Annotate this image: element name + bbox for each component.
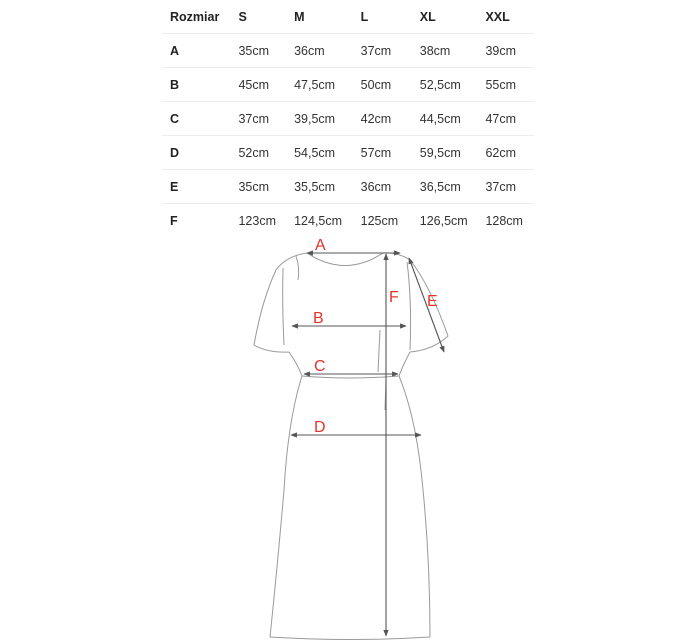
- hemline: [270, 637, 430, 640]
- size-chart-table: [162, 0, 534, 237]
- right-bodice-side: [399, 352, 410, 376]
- left-bodice-side: [289, 352, 302, 376]
- measurement-label-c: C: [314, 358, 326, 375]
- header-size-m: M: [286, 0, 353, 34]
- table-cell: 35cm: [230, 34, 286, 68]
- row-label: F: [170, 213, 178, 228]
- measurement-label-f: F: [389, 289, 399, 306]
- table-cell: 37cm: [477, 170, 534, 204]
- table-cell: 124,5cm: [294, 213, 343, 228]
- header-size-s: S: [230, 0, 286, 34]
- row-label: E: [162, 170, 230, 204]
- table-cell: 47,5cm: [286, 68, 353, 102]
- table-cell: 52,5cm: [412, 68, 478, 102]
- table-cell: 35,5cm: [286, 170, 353, 204]
- measurement-label-b: B: [313, 310, 324, 327]
- table-cell: 126,5cm: [419, 213, 468, 228]
- row-label: B: [162, 68, 230, 102]
- table-cell: 36cm: [353, 170, 412, 204]
- right-skirt-side: [399, 376, 430, 637]
- table-cell: 45cm: [230, 68, 286, 102]
- left-sleeve: [254, 253, 307, 352]
- row-label: A: [162, 34, 230, 68]
- left-skirt-side: [270, 376, 302, 637]
- table-cell: 44,5cm: [412, 102, 478, 136]
- table-row-a: [162, 34, 534, 68]
- table-cell: 59,5cm: [412, 136, 478, 170]
- header-size-xxl: XXL: [477, 0, 534, 34]
- measurement-label-e: E: [427, 293, 438, 310]
- table-header-row: [162, 0, 534, 34]
- row-label: C: [162, 102, 230, 136]
- header-size-label: Rozmiar: [162, 0, 230, 34]
- table-row-d: [162, 136, 534, 170]
- waist-seam: [302, 376, 399, 378]
- table-row-c: [162, 102, 534, 136]
- header-size-xl: XL: [412, 0, 478, 34]
- dress-outline-icon: [254, 253, 448, 640]
- table-cell: 36,5cm: [412, 170, 478, 204]
- row-label: D: [162, 136, 230, 170]
- table-cell: 37cm: [230, 102, 286, 136]
- table-cell: 42cm: [353, 102, 412, 136]
- table-cell: 55cm: [477, 68, 534, 102]
- bodice-dart: [378, 330, 380, 372]
- table-cell: 39,5cm: [286, 102, 353, 136]
- table-cell: 39cm: [477, 34, 534, 68]
- table-cell: 54,5cm: [286, 136, 353, 170]
- dress-measurement-diagram: [0, 232, 700, 642]
- table-cell: 62cm: [477, 136, 534, 170]
- table-row-b: [162, 68, 534, 102]
- measurement-label-d: D: [314, 419, 326, 436]
- table-cell: 57cm: [353, 136, 412, 170]
- table-cell: 52cm: [230, 136, 286, 170]
- table-cell: 47cm: [477, 102, 534, 136]
- table-cell: 36cm: [286, 34, 353, 68]
- right-sleeve-seam: [407, 262, 411, 350]
- table-cell: 50cm: [353, 68, 412, 102]
- left-sleeve-pleat: [296, 256, 299, 280]
- table-cell: 125cm: [360, 213, 399, 228]
- header-size-l: L: [353, 0, 412, 34]
- measurement-label-a: A: [315, 237, 326, 254]
- table-cell: 128cm: [485, 213, 523, 228]
- table-cell: 123cm: [238, 213, 276, 228]
- left-sleeve-seam: [283, 268, 284, 345]
- table-row-e: [162, 170, 534, 204]
- table-cell: 38cm: [412, 34, 478, 68]
- table-cell: 35cm: [230, 170, 286, 204]
- neckline: [307, 253, 383, 266]
- table-cell: 37cm: [353, 34, 412, 68]
